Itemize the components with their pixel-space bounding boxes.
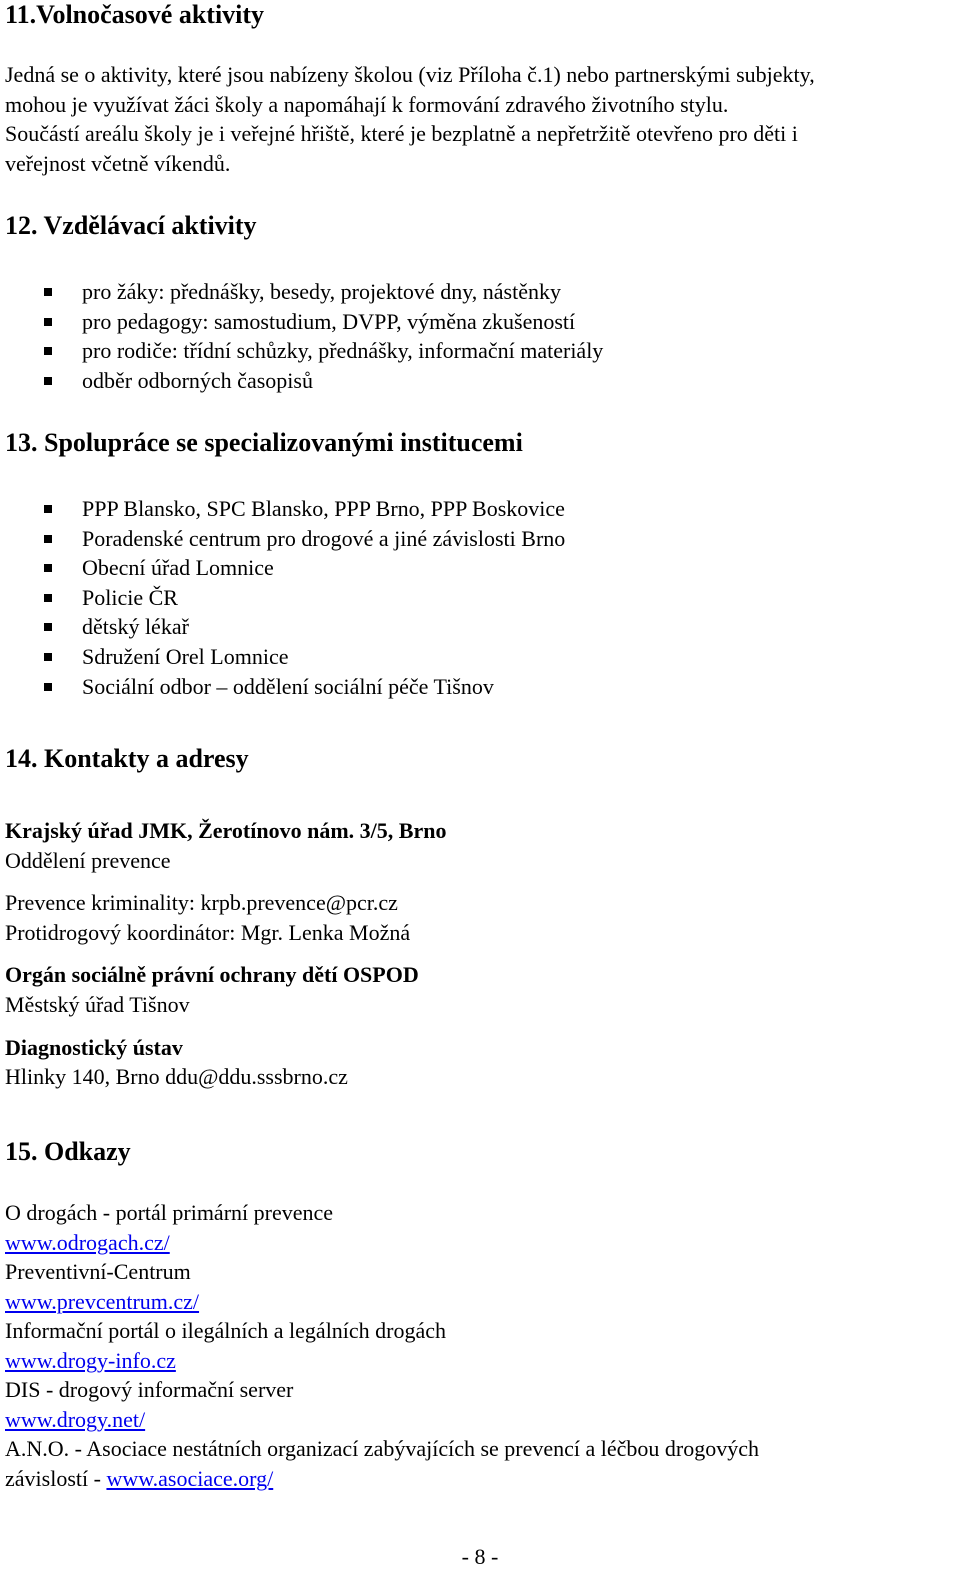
section-13-list: [0, 494, 565, 701]
section-12-heading: 12. Vzdělávací aktivity: [5, 211, 257, 240]
square-bullet-icon: [44, 505, 52, 513]
section-14-heading: 14. Kontakty a adresy: [5, 744, 249, 773]
contact-ospod: Orgán sociálně právní ochrany dětí OSPOD: [5, 962, 419, 987]
list-item: Sdružení Orel Lomnice: [0, 642, 565, 672]
link-asociace[interactable]: www.asociace.org/: [106, 1466, 274, 1491]
square-bullet-icon: [44, 653, 52, 661]
list-item: Policie ČR: [0, 583, 565, 613]
list-item: pro pedagogy: samostudium, DVPP, výměna zkušeností: [0, 307, 603, 337]
page-number: - 8 -: [461, 1544, 499, 1569]
list-item: dětský lékař: [0, 612, 565, 642]
list-item: Poradenské centrum pro drogové a jiné závislosti Brno: [0, 524, 565, 554]
link-drogy-net[interactable]: www.drogy.net/: [5, 1407, 146, 1432]
contact-diagnosticky-ustav: Diagnostický ústav: [5, 1035, 183, 1060]
list-item: pro rodiče: třídní schůzky, přednášky, informační materiály: [0, 336, 603, 366]
section-11-line: Součástí areálu školy je i veřejné hřiště, které je bezplatně a nepřetržitě otevřeno pro děti i: [5, 121, 798, 146]
square-bullet-icon: [44, 347, 52, 355]
square-bullet-icon: [44, 683, 52, 691]
contact-krajsky-urad: Krajský úřad JMK, Žerotínovo nám. 3/5, Brno: [5, 818, 447, 843]
list-item: Sociální odbor – oddělení sociální péče Tišnov: [0, 672, 565, 702]
section-11-paragraph: [5, 60, 955, 178]
list-item: PPP Blansko, SPC Blansko, PPP Brno, PPP Boskovice: [0, 494, 565, 524]
square-bullet-icon: [44, 594, 52, 602]
link-label-prevcentrum: Preventivní-Centrum: [5, 1259, 191, 1284]
section-13-heading: 13. Spolupráce se specializovanými institucemi: [5, 428, 523, 457]
square-bullet-icon: [44, 377, 52, 385]
contact-ustav-address: Hlinky 140, Brno ddu@ddu.sssbrno.cz: [5, 1064, 348, 1089]
square-bullet-icon: [44, 623, 52, 631]
section-11-line: mohou je využívat žáci školy a napomáhají k formování zdravého životního stylu.: [5, 91, 729, 117]
link-drogy-info[interactable]: www.drogy-info.cz: [5, 1348, 176, 1373]
square-bullet-icon: [44, 288, 52, 296]
square-bullet-icon: [44, 318, 52, 326]
section-11-line: Jedná se o aktivity, které jsou nabízeny školou (viz Příloha č.1) nebo partnerskými subjekty,: [5, 62, 815, 87]
section-12-list: [0, 277, 603, 395]
link-label-dis: DIS - drogový informační server: [5, 1377, 294, 1402]
link-label-odrogach: O drogách - portál primární prevence: [5, 1200, 334, 1225]
list-item: pro žáky: přednášky, besedy, projektové dny, nástěnky: [0, 277, 603, 307]
list-item: odběr odborných časopisů: [0, 366, 603, 396]
section-11-line: veřejnost včetně víkendů.: [5, 150, 231, 176]
link-prefix-asociace: závislostí -: [5, 1466, 107, 1491]
link-prevcentrum[interactable]: www.prevcentrum.cz/: [5, 1289, 200, 1314]
link-label-ano: A.N.O. - Asociace nestátních organizací zabývajících se prevencí a léčbou drogových: [5, 1436, 760, 1461]
section-15-heading: 15. Odkazy: [5, 1137, 131, 1166]
contact-oddeleni-prevence: Oddělení prevence: [5, 848, 171, 873]
contact-mestsky-urad: Městský úřad Tišnov: [5, 992, 190, 1017]
square-bullet-icon: [44, 535, 52, 543]
contact-prevence-kriminality: Prevence kriminality: krpb.prevence@pcr.cz: [5, 890, 398, 915]
link-odrogach[interactable]: www.odrogach.cz/: [5, 1230, 170, 1255]
square-bullet-icon: [44, 564, 52, 572]
list-item: Obecní úřad Lomnice: [0, 553, 565, 583]
link-label-drogy-info: Informační portál o ilegálních a legálních drogách: [5, 1318, 447, 1343]
section-11-heading: 11.Volnočasové aktivity: [5, 0, 265, 29]
link-line-asociace: [5, 1464, 273, 1494]
contact-koordinator: Protidrogový koordinátor: Mgr. Lenka Možná: [5, 920, 411, 945]
